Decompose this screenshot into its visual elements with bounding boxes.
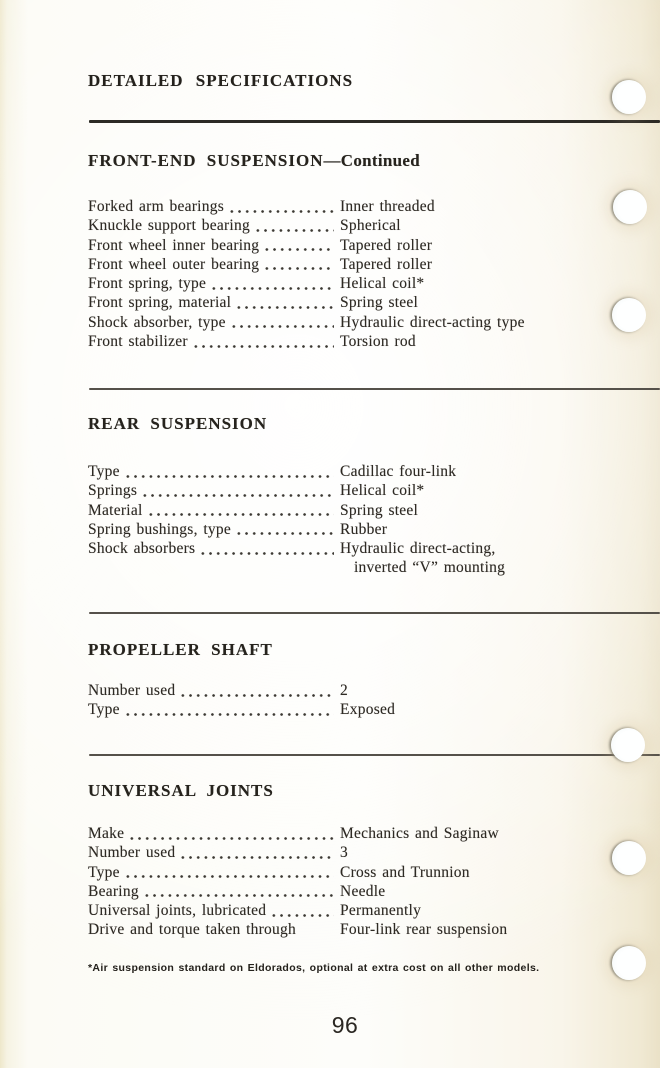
spec-label: Forked arm bearings <box>88 198 225 215</box>
spec-value: Mechanics and Saginaw <box>340 825 499 842</box>
spec-value: Four-link rear suspension <box>340 921 508 939</box>
spec-label: Number used <box>88 682 176 699</box>
dotted-leader <box>192 332 334 351</box>
spec-label: Shock absorbers <box>88 540 196 558</box>
spec-label: Bearing <box>88 882 139 900</box>
dotted-leader <box>124 700 334 719</box>
spec-value: Helical coil* <box>340 482 425 500</box>
spec-row <box>88 501 654 520</box>
dotted-leader <box>143 882 334 901</box>
spec-row <box>88 863 654 882</box>
spec-label: Front wheel inner bearing <box>88 236 260 254</box>
spec-value: Torsion rod <box>340 333 416 351</box>
spec-value: Tapered roller <box>340 236 433 254</box>
spec-value: Rubber <box>340 520 388 538</box>
spec-row <box>88 462 654 481</box>
dotted-leader <box>179 843 334 862</box>
spec-row <box>88 481 654 500</box>
page-number: 96 <box>331 1012 359 1038</box>
dotted-leader <box>128 824 334 843</box>
spec-label: Make <box>88 825 125 842</box>
spec-row <box>88 332 654 351</box>
punch-hole <box>612 80 646 114</box>
dotted-leader <box>141 481 334 500</box>
spec-row <box>88 313 654 332</box>
spec-label: Front spring, material <box>88 294 232 312</box>
spec-label: Material <box>88 501 143 519</box>
section-heading-rear-suspension <box>88 414 267 434</box>
spec-value: Spring steel <box>340 501 419 519</box>
dotted-leader <box>179 681 334 700</box>
dotted-leader <box>147 501 334 520</box>
spec-table-propeller-shaft <box>88 681 654 720</box>
spec-label: Front stabilizer <box>88 333 188 351</box>
spec-value: Spring steel <box>340 294 419 312</box>
spec-value <box>340 539 654 578</box>
spec-row <box>88 197 654 216</box>
spec-label: Spring bushings, type <box>88 520 232 538</box>
spec-value: Permanently <box>340 902 422 920</box>
spec-row <box>88 274 654 293</box>
spec-value: 2 <box>340 682 348 699</box>
spec-label: Type <box>88 863 120 881</box>
section-heading-text: FRONT-END SUSPENSION <box>88 151 324 170</box>
dotted-leader <box>300 920 334 939</box>
spec-row <box>88 539 654 578</box>
spec-row <box>88 901 654 920</box>
dotted-leader <box>263 236 334 255</box>
spec-table-universal-joints <box>88 824 654 940</box>
dotted-leader <box>254 216 334 235</box>
section-heading-propeller-shaft <box>88 640 273 660</box>
page-title: DETAILED SPECIFICATIONS <box>88 71 354 90</box>
dotted-leader <box>270 901 334 920</box>
punch-hole <box>612 841 646 875</box>
spec-value: Spherical <box>340 217 401 235</box>
spec-label: Shock absorber, type <box>88 313 226 331</box>
punch-hole <box>613 190 647 224</box>
section-heading-universal-joints <box>88 781 274 801</box>
spec-table-front-end-suspension <box>88 197 654 351</box>
spec-row <box>88 700 654 719</box>
dotted-leader <box>228 197 334 216</box>
spec-value-line2: inverted “V” mounting <box>354 559 506 577</box>
spec-label: Front spring, type <box>88 275 207 293</box>
spec-row <box>88 824 654 843</box>
spec-value: Inner threaded <box>340 198 435 215</box>
spec-label: Type <box>88 701 120 719</box>
spec-row <box>88 681 654 700</box>
punch-hole <box>612 298 646 332</box>
spec-row <box>88 843 654 862</box>
spec-value: Hydraulic direct-acting type <box>340 313 525 331</box>
footnote: *Air suspension standard on Eldorados, optional at extra cost on all other models. <box>88 962 540 974</box>
dotted-leader <box>199 539 334 578</box>
punch-hole <box>611 728 645 762</box>
spec-table-rear-suspension <box>88 462 654 578</box>
section-heading-text: PROPELLER SHAFT <box>88 640 273 659</box>
spec-row <box>88 920 654 939</box>
section-heading-text: UNIVERSAL JOINTS <box>88 781 274 800</box>
section-divider <box>89 388 660 390</box>
spec-value: Needle <box>340 882 386 900</box>
section-heading-front-end-suspension <box>88 151 420 171</box>
section-heading-suffix: —Continued <box>323 151 421 170</box>
section-divider <box>89 754 660 756</box>
spec-value: Exposed <box>340 701 396 719</box>
spec-label: Number used <box>88 844 176 862</box>
spec-label: Springs <box>88 482 138 500</box>
spec-value-line1: Hydraulic direct-acting, <box>340 540 496 558</box>
spec-value: Helical coil* <box>340 275 425 293</box>
spec-row <box>88 236 654 255</box>
section-divider <box>89 120 660 123</box>
spec-row <box>88 255 654 274</box>
dotted-leader <box>263 255 334 274</box>
punch-hole <box>612 946 646 980</box>
dotted-leader <box>235 293 334 312</box>
spec-value: Cross and Trunnion <box>340 863 470 881</box>
spec-row <box>88 520 654 539</box>
spec-label: Universal joints, lubricated <box>88 902 267 920</box>
section-heading-text: REAR SUSPENSION <box>88 414 268 433</box>
spec-label: Drive and torque taken through <box>88 921 297 939</box>
dotted-leader <box>124 462 334 481</box>
dotted-leader <box>230 313 334 332</box>
dotted-leader <box>124 863 334 882</box>
spec-label: Knuckle support bearing <box>88 217 250 235</box>
spec-value: Cadillac four-link <box>340 463 457 480</box>
spec-row <box>88 882 654 901</box>
spec-row <box>88 216 654 235</box>
section-divider <box>89 612 660 614</box>
spec-label: Type <box>88 463 120 480</box>
spec-value: 3 <box>340 844 348 862</box>
dotted-leader <box>210 274 334 293</box>
dotted-leader <box>235 520 334 539</box>
spec-row <box>88 293 654 312</box>
spec-value: Tapered roller <box>340 255 433 273</box>
spec-label: Front wheel outer bearing <box>88 255 260 273</box>
